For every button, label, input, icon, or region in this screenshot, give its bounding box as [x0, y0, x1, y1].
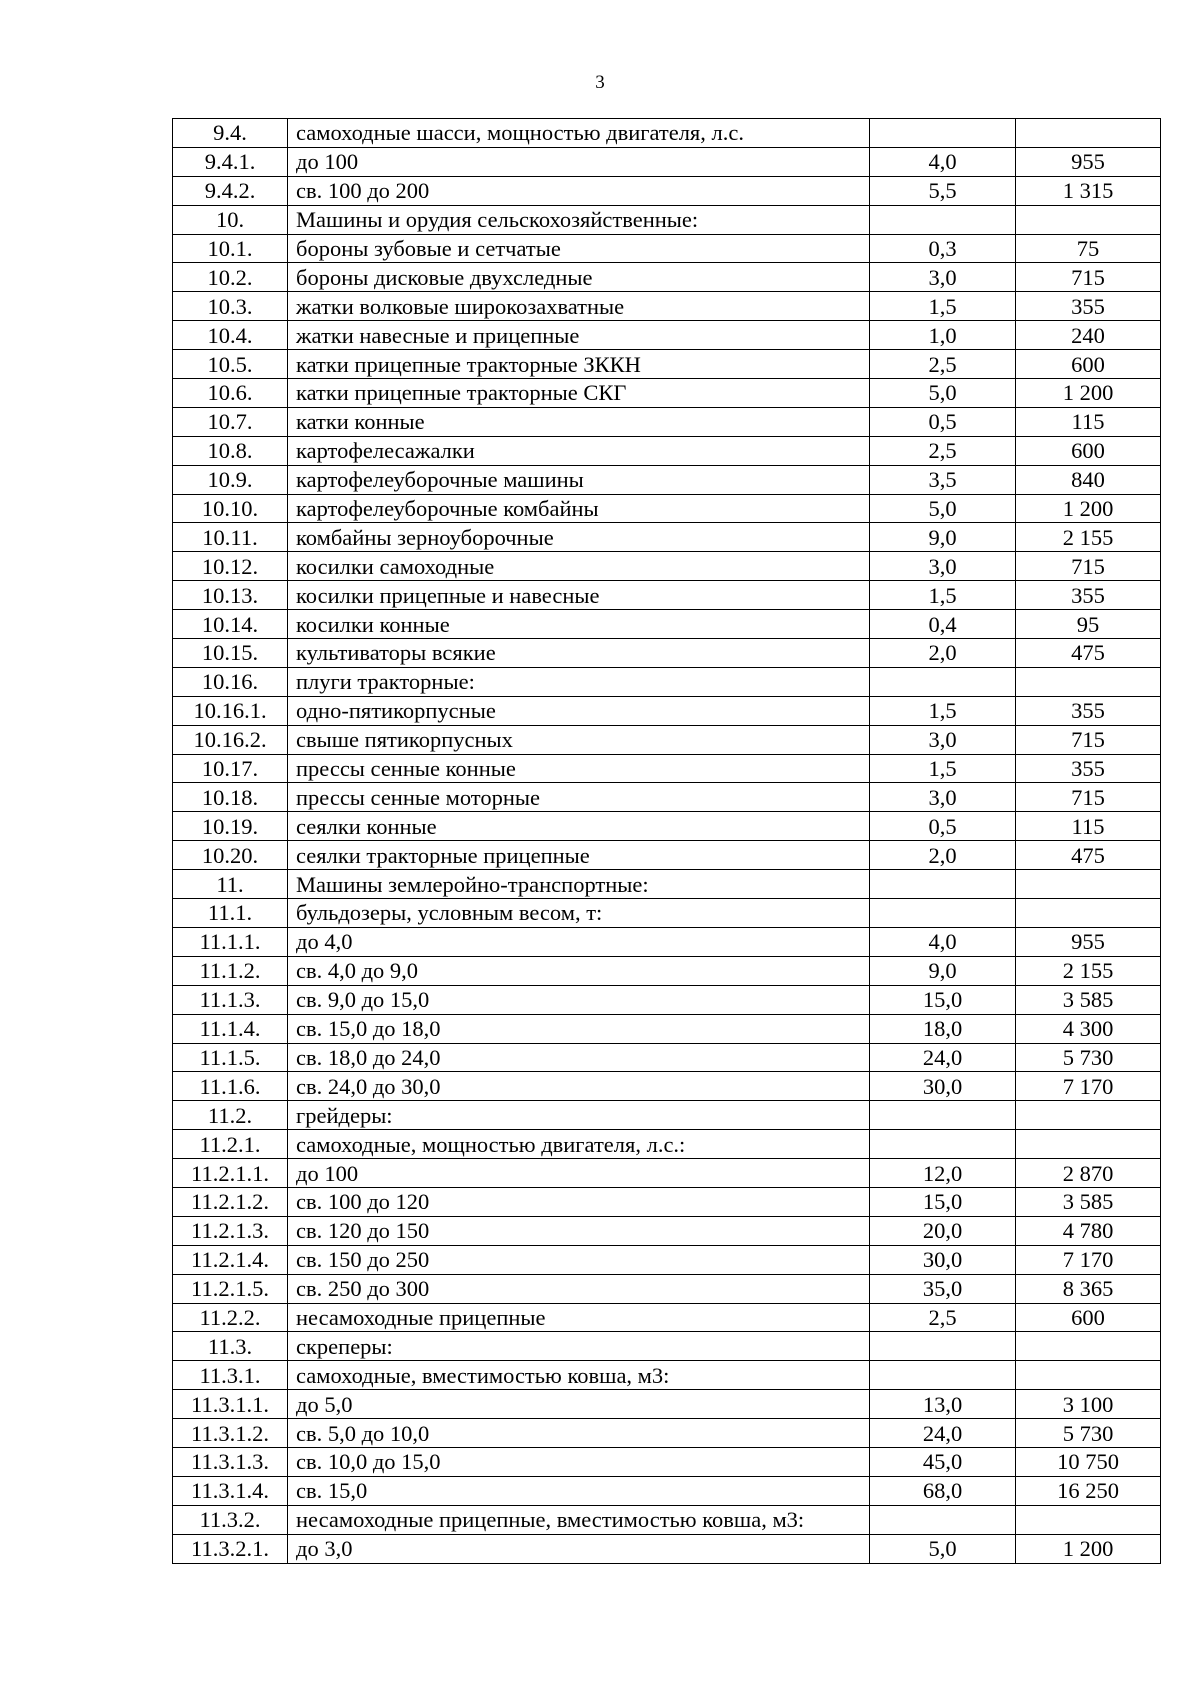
item-number-cell: 10.11.	[173, 523, 288, 552]
item-number-cell: 11.1.2.	[173, 956, 288, 985]
coefficient-cell: 0,5	[870, 812, 1016, 841]
rates-table	[172, 118, 1161, 1564]
item-name-cell: комбайны зерноуборочные	[288, 523, 870, 552]
table-row	[173, 1014, 1161, 1043]
item-name-cell: бороны дисковые двухследные	[288, 263, 870, 292]
item-name-cell: катки конные	[288, 407, 870, 436]
coefficient-cell: 18,0	[870, 1014, 1016, 1043]
item-number-cell: 11.2.2.	[173, 1303, 288, 1332]
price-cell	[1016, 667, 1161, 696]
table-row	[173, 639, 1161, 668]
item-number-cell: 10.20.	[173, 841, 288, 870]
coefficient-cell	[870, 870, 1016, 899]
item-number-cell: 11.1.6.	[173, 1072, 288, 1101]
coefficient-cell: 1,5	[870, 581, 1016, 610]
coefficient-cell: 1,5	[870, 754, 1016, 783]
table-row	[173, 667, 1161, 696]
coefficient-cell: 0,3	[870, 234, 1016, 263]
table-row	[173, 1303, 1161, 1332]
item-number-cell: 10.15.	[173, 639, 288, 668]
item-number-cell: 11.3.1.1.	[173, 1390, 288, 1419]
item-name-cell: сеялки конные	[288, 812, 870, 841]
item-number-cell: 10.1.	[173, 234, 288, 263]
coefficient-cell: 30,0	[870, 1072, 1016, 1101]
item-number-cell: 10.	[173, 205, 288, 234]
item-name-cell: косилки прицепные и навесные	[288, 581, 870, 610]
item-number-cell: 9.4.	[173, 119, 288, 148]
table-row	[173, 725, 1161, 754]
item-number-cell: 10.14.	[173, 610, 288, 639]
price-cell: 600	[1016, 1303, 1161, 1332]
coefficient-cell: 2,0	[870, 639, 1016, 668]
table-row	[173, 1274, 1161, 1303]
table-row	[173, 841, 1161, 870]
item-name-cell: св. 100 до 200	[288, 176, 870, 205]
item-name-cell: самоходные, мощностью двигателя, л.с.:	[288, 1130, 870, 1159]
item-name-cell: грейдеры:	[288, 1101, 870, 1130]
price-cell	[1016, 899, 1161, 928]
coefficient-cell: 1,5	[870, 292, 1016, 321]
price-cell: 600	[1016, 350, 1161, 379]
item-name-cell: св. 5,0 до 10,0	[288, 1419, 870, 1448]
table-row	[173, 1332, 1161, 1361]
item-name-cell: св. 120 до 150	[288, 1216, 870, 1245]
coefficient-cell: 35,0	[870, 1274, 1016, 1303]
item-name-cell: прессы сенные конные	[288, 754, 870, 783]
coefficient-cell: 2,5	[870, 436, 1016, 465]
price-cell: 355	[1016, 292, 1161, 321]
item-number-cell: 11.3.	[173, 1332, 288, 1361]
item-number-cell: 11.1.1.	[173, 927, 288, 956]
table-row	[173, 1187, 1161, 1216]
item-name-cell: бороны зубовые и сетчатые	[288, 234, 870, 263]
item-name-cell: одно-пятикорпусные	[288, 696, 870, 725]
table-row	[173, 581, 1161, 610]
item-name-cell: несамоходные прицепные, вместимостью ковша, м3:	[288, 1505, 870, 1534]
coefficient-cell: 15,0	[870, 1187, 1016, 1216]
table-row	[173, 205, 1161, 234]
coefficient-cell: 13,0	[870, 1390, 1016, 1419]
coefficient-cell: 45,0	[870, 1447, 1016, 1476]
price-cell: 475	[1016, 841, 1161, 870]
item-number-cell: 10.18.	[173, 783, 288, 812]
table-row	[173, 350, 1161, 379]
coefficient-cell: 5,0	[870, 379, 1016, 408]
price-cell	[1016, 119, 1161, 148]
price-cell: 1 200	[1016, 1534, 1161, 1563]
item-name-cell: жатки волковые широкозахватные	[288, 292, 870, 321]
price-cell	[1016, 205, 1161, 234]
table-row	[173, 1216, 1161, 1245]
coefficient-cell: 20,0	[870, 1216, 1016, 1245]
table-row	[173, 956, 1161, 985]
item-name-cell: св. 100 до 120	[288, 1187, 870, 1216]
price-cell: 1 200	[1016, 494, 1161, 523]
item-number-cell: 10.10.	[173, 494, 288, 523]
coefficient-cell: 68,0	[870, 1476, 1016, 1505]
table-row	[173, 1361, 1161, 1390]
item-name-cell: скреперы:	[288, 1332, 870, 1361]
table-row	[173, 465, 1161, 494]
price-cell: 475	[1016, 639, 1161, 668]
price-cell: 7 170	[1016, 1072, 1161, 1101]
coefficient-cell: 4,0	[870, 927, 1016, 956]
price-cell: 2 155	[1016, 956, 1161, 985]
table-row	[173, 1447, 1161, 1476]
coefficient-cell: 9,0	[870, 956, 1016, 985]
table-row	[173, 263, 1161, 292]
coefficient-cell	[870, 899, 1016, 928]
price-cell: 355	[1016, 696, 1161, 725]
price-cell: 715	[1016, 263, 1161, 292]
item-number-cell: 9.4.1.	[173, 147, 288, 176]
item-name-cell: сеялки тракторные прицепные	[288, 841, 870, 870]
price-cell	[1016, 1505, 1161, 1534]
item-number-cell: 10.6.	[173, 379, 288, 408]
table-row	[173, 523, 1161, 552]
item-name-cell: косилки самоходные	[288, 552, 870, 581]
table-row	[173, 407, 1161, 436]
item-number-cell: 10.12.	[173, 552, 288, 581]
item-name-cell: св. 9,0 до 15,0	[288, 985, 870, 1014]
item-number-cell: 10.16.2.	[173, 725, 288, 754]
price-cell: 8 365	[1016, 1274, 1161, 1303]
item-name-cell: св. 10,0 до 15,0	[288, 1447, 870, 1476]
table-row	[173, 985, 1161, 1014]
table-row	[173, 1101, 1161, 1130]
table-row	[173, 494, 1161, 523]
item-name-cell: до 4,0	[288, 927, 870, 956]
item-number-cell: 11.3.1.4.	[173, 1476, 288, 1505]
price-cell: 600	[1016, 436, 1161, 465]
item-number-cell: 11.3.1.	[173, 1361, 288, 1390]
coefficient-cell	[870, 667, 1016, 696]
item-number-cell: 11.1.3.	[173, 985, 288, 1014]
item-number-cell: 11.3.2.	[173, 1505, 288, 1534]
table-row	[173, 1390, 1161, 1419]
item-number-cell: 9.4.2.	[173, 176, 288, 205]
item-number-cell: 10.13.	[173, 581, 288, 610]
coefficient-cell: 3,0	[870, 263, 1016, 292]
price-cell: 10 750	[1016, 1447, 1161, 1476]
price-cell: 4 300	[1016, 1014, 1161, 1043]
coefficient-cell: 4,0	[870, 147, 1016, 176]
item-name-cell: катки прицепные тракторные СКГ	[288, 379, 870, 408]
item-name-cell: катки прицепные тракторные ЗККН	[288, 350, 870, 379]
item-name-cell: св. 4,0 до 9,0	[288, 956, 870, 985]
table-body	[173, 119, 1161, 1564]
price-cell: 240	[1016, 321, 1161, 350]
coefficient-cell: 1,5	[870, 696, 1016, 725]
item-number-cell: 10.7.	[173, 407, 288, 436]
coefficient-cell: 5,0	[870, 494, 1016, 523]
item-number-cell: 11.2.1.2.	[173, 1187, 288, 1216]
table-row	[173, 1419, 1161, 1448]
table-row	[173, 321, 1161, 350]
coefficient-cell: 0,5	[870, 407, 1016, 436]
coefficient-cell	[870, 119, 1016, 148]
item-number-cell: 11.2.1.4.	[173, 1245, 288, 1274]
coefficient-cell: 2,5	[870, 350, 1016, 379]
price-cell: 355	[1016, 581, 1161, 610]
item-number-cell: 10.17.	[173, 754, 288, 783]
item-name-cell: косилки конные	[288, 610, 870, 639]
item-name-cell: самоходные шасси, мощностью двигателя, л.с.	[288, 119, 870, 148]
table-row	[173, 1159, 1161, 1188]
price-cell: 75	[1016, 234, 1161, 263]
item-number-cell: 11.2.1.3.	[173, 1216, 288, 1245]
item-number-cell: 10.8.	[173, 436, 288, 465]
item-number-cell: 11.1.	[173, 899, 288, 928]
item-name-cell: жатки навесные и прицепные	[288, 321, 870, 350]
item-number-cell: 10.5.	[173, 350, 288, 379]
price-cell	[1016, 1130, 1161, 1159]
price-cell: 7 170	[1016, 1245, 1161, 1274]
table-row	[173, 899, 1161, 928]
table-row	[173, 1043, 1161, 1072]
table-row	[173, 754, 1161, 783]
coefficient-cell: 3,0	[870, 725, 1016, 754]
coefficient-cell: 3,0	[870, 783, 1016, 812]
item-name-cell: бульдозеры, условным весом, т:	[288, 899, 870, 928]
price-cell: 1 315	[1016, 176, 1161, 205]
table-row	[173, 1534, 1161, 1563]
table-row	[173, 119, 1161, 148]
item-number-cell: 10.16.1.	[173, 696, 288, 725]
price-cell: 2 870	[1016, 1159, 1161, 1188]
item-number-cell: 11.2.1.5.	[173, 1274, 288, 1303]
price-cell: 5 730	[1016, 1419, 1161, 1448]
price-cell	[1016, 1101, 1161, 1130]
price-cell	[1016, 870, 1161, 899]
item-name-cell: свыше пятикорпусных	[288, 725, 870, 754]
table-row	[173, 234, 1161, 263]
table-row	[173, 176, 1161, 205]
coefficient-cell	[870, 1332, 1016, 1361]
price-cell: 95	[1016, 610, 1161, 639]
item-name-cell: св. 18,0 до 24,0	[288, 1043, 870, 1072]
coefficient-cell	[870, 1505, 1016, 1534]
price-cell: 955	[1016, 927, 1161, 956]
coefficient-cell: 9,0	[870, 523, 1016, 552]
table-row	[173, 783, 1161, 812]
coefficient-cell: 2,0	[870, 841, 1016, 870]
item-name-cell: до 100	[288, 1159, 870, 1188]
item-name-cell: св. 15,0	[288, 1476, 870, 1505]
item-number-cell: 11.2.1.	[173, 1130, 288, 1159]
item-number-cell: 11.1.4.	[173, 1014, 288, 1043]
coefficient-cell: 12,0	[870, 1159, 1016, 1188]
coefficient-cell: 5,0	[870, 1534, 1016, 1563]
price-cell: 715	[1016, 725, 1161, 754]
coefficient-cell: 24,0	[870, 1419, 1016, 1448]
item-name-cell: самоходные, вместимостью ковша, м3:	[288, 1361, 870, 1390]
coefficient-cell: 3,0	[870, 552, 1016, 581]
price-cell: 955	[1016, 147, 1161, 176]
table-row	[173, 812, 1161, 841]
coefficient-cell: 3,5	[870, 465, 1016, 494]
price-cell: 3 585	[1016, 985, 1161, 1014]
item-number-cell: 10.3.	[173, 292, 288, 321]
item-name-cell: до 100	[288, 147, 870, 176]
item-name-cell: св. 250 до 300	[288, 1274, 870, 1303]
item-name-cell: плуги тракторные:	[288, 667, 870, 696]
item-number-cell: 11.	[173, 870, 288, 899]
item-number-cell: 10.4.	[173, 321, 288, 350]
item-name-cell: до 3,0	[288, 1534, 870, 1563]
item-name-cell: картофелеуборочные комбайны	[288, 494, 870, 523]
item-name-cell: культиваторы всякие	[288, 639, 870, 668]
price-cell: 16 250	[1016, 1476, 1161, 1505]
item-number-cell: 10.2.	[173, 263, 288, 292]
table-row	[173, 1245, 1161, 1274]
coefficient-cell: 1,0	[870, 321, 1016, 350]
price-cell: 3 100	[1016, 1390, 1161, 1419]
table-row	[173, 436, 1161, 465]
price-cell: 355	[1016, 754, 1161, 783]
item-number-cell: 11.2.1.1.	[173, 1159, 288, 1188]
item-name-cell: Машины и орудия сельскохозяйственные:	[288, 205, 870, 234]
price-cell: 840	[1016, 465, 1161, 494]
coefficient-cell	[870, 1361, 1016, 1390]
price-cell: 1 200	[1016, 379, 1161, 408]
item-name-cell: св. 150 до 250	[288, 1245, 870, 1274]
table-row	[173, 292, 1161, 321]
price-cell: 715	[1016, 552, 1161, 581]
table-row	[173, 1130, 1161, 1159]
item-name-cell: прессы сенные моторные	[288, 783, 870, 812]
table-row	[173, 552, 1161, 581]
price-cell: 115	[1016, 407, 1161, 436]
page-number: 3	[595, 72, 605, 93]
item-number-cell: 10.9.	[173, 465, 288, 494]
table-row	[173, 927, 1161, 956]
item-name-cell: св. 15,0 до 18,0	[288, 1014, 870, 1043]
item-number-cell: 11.2.	[173, 1101, 288, 1130]
item-name-cell: Машины землеройно-транспортные:	[288, 870, 870, 899]
price-cell: 4 780	[1016, 1216, 1161, 1245]
coefficient-cell	[870, 1130, 1016, 1159]
item-number-cell: 11.3.2.1.	[173, 1534, 288, 1563]
coefficient-cell: 30,0	[870, 1245, 1016, 1274]
table-row	[173, 696, 1161, 725]
price-cell: 115	[1016, 812, 1161, 841]
coefficient-cell: 5,5	[870, 176, 1016, 205]
coefficient-cell: 24,0	[870, 1043, 1016, 1072]
table-row	[173, 379, 1161, 408]
price-cell: 2 155	[1016, 523, 1161, 552]
coefficient-cell	[870, 205, 1016, 234]
price-cell: 3 585	[1016, 1187, 1161, 1216]
item-number-cell: 11.3.1.2.	[173, 1419, 288, 1448]
coefficient-cell: 15,0	[870, 985, 1016, 1014]
item-number-cell: 11.1.5.	[173, 1043, 288, 1072]
table-row	[173, 1505, 1161, 1534]
table-row	[173, 870, 1161, 899]
price-cell: 5 730	[1016, 1043, 1161, 1072]
item-number-cell: 11.3.1.3.	[173, 1447, 288, 1476]
item-number-cell: 10.19.	[173, 812, 288, 841]
item-name-cell: несамоходные прицепные	[288, 1303, 870, 1332]
item-name-cell: до 5,0	[288, 1390, 870, 1419]
coefficient-cell: 0,4	[870, 610, 1016, 639]
table-row	[173, 610, 1161, 639]
item-name-cell: картофелесажалки	[288, 436, 870, 465]
price-cell	[1016, 1332, 1161, 1361]
table-row	[173, 1476, 1161, 1505]
price-cell: 715	[1016, 783, 1161, 812]
item-name-cell: св. 24,0 до 30,0	[288, 1072, 870, 1101]
coefficient-cell	[870, 1101, 1016, 1130]
table-row	[173, 147, 1161, 176]
item-number-cell: 10.16.	[173, 667, 288, 696]
item-name-cell: картофелеуборочные машины	[288, 465, 870, 494]
table-row	[173, 1072, 1161, 1101]
coefficient-cell: 2,5	[870, 1303, 1016, 1332]
price-cell	[1016, 1361, 1161, 1390]
